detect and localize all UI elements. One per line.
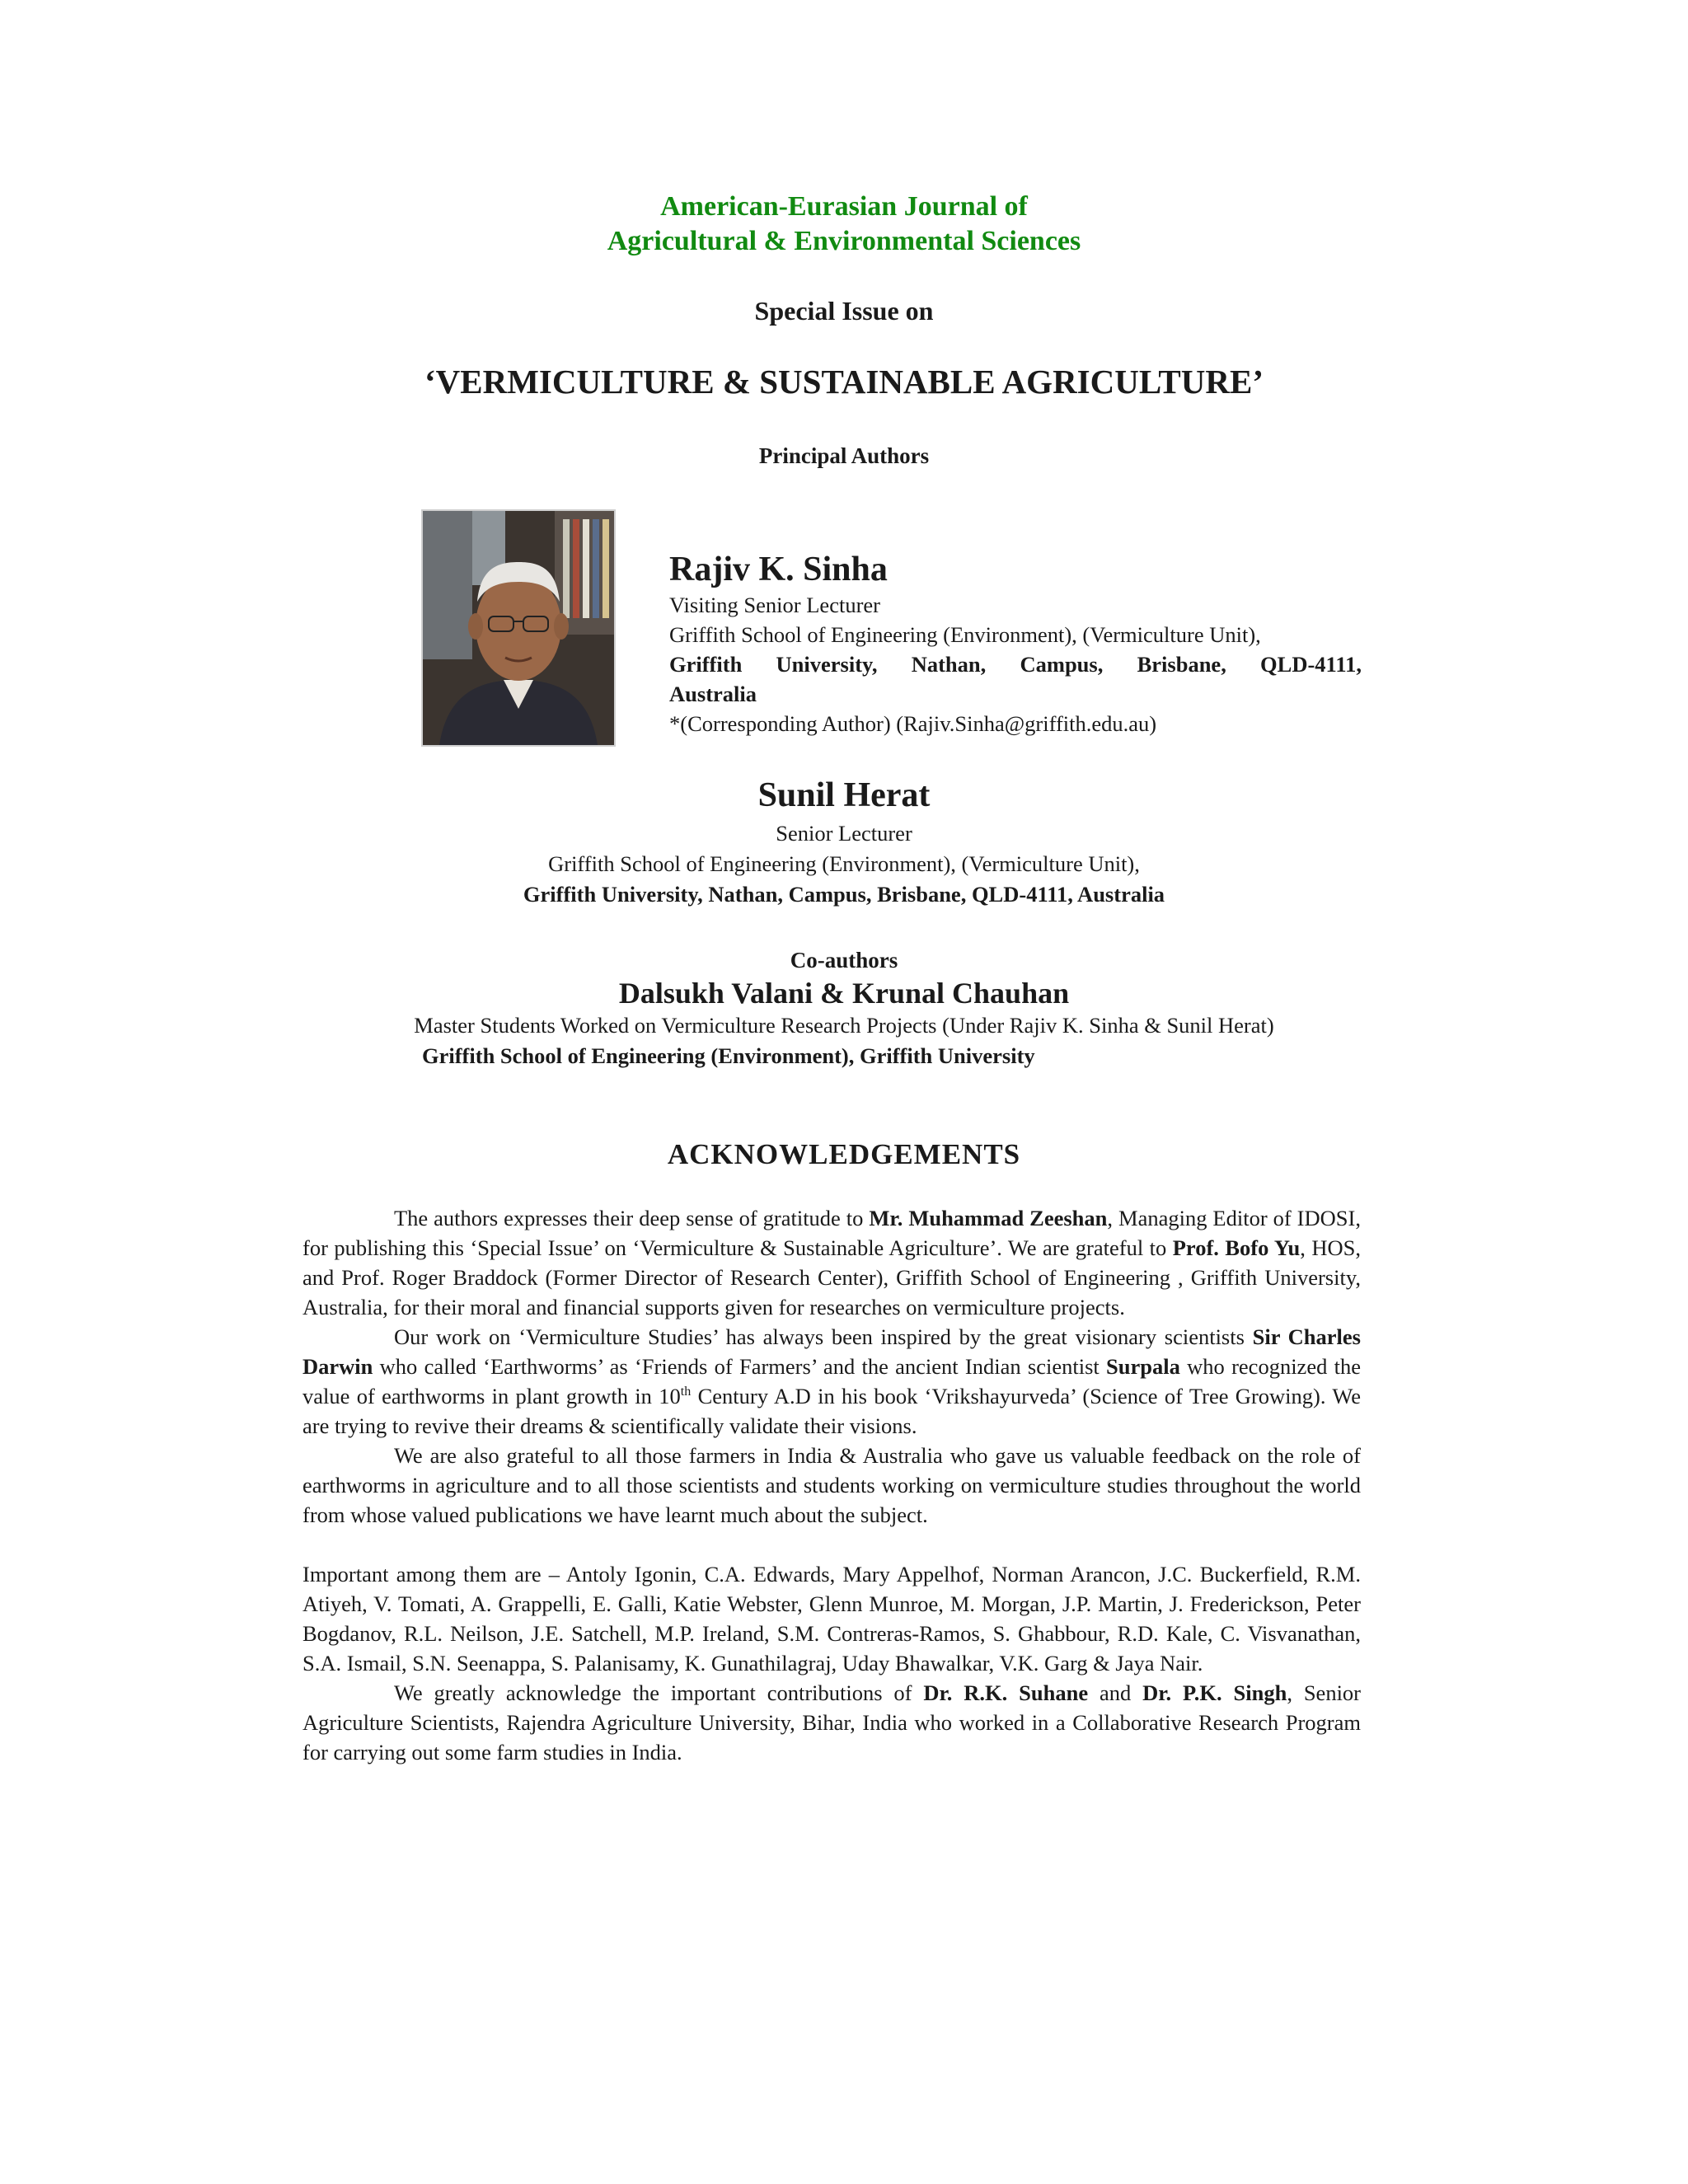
- ack-p2-name-surpala: Surpala: [1106, 1354, 1180, 1379]
- ack-p1-name-bofo-yu: Prof. Bofo Yu: [1172, 1235, 1301, 1260]
- ack-p2-superscript: th: [680, 1385, 692, 1399]
- coauthors-label: Co-authors: [790, 948, 898, 972]
- author1-details: [669, 590, 1362, 738]
- ack-p2-name-darwin: Sir Charles Darwin: [302, 1324, 1361, 1379]
- journal-title-line1: American-Eurasian Journal of: [660, 191, 1028, 222]
- ack-p5-name-suhane: Dr. R.K. Suhane: [923, 1680, 1089, 1705]
- ack-paragraph-5: [302, 1678, 1361, 1767]
- ack-p5-name-singh: Dr. P.K. Singh: [1142, 1680, 1287, 1705]
- ack-paragraph-3: We are also grateful to all those farmers in India & Australia who gave us valuable feedback on the role of earthworms in agriculture and to all those scientists and students working on vermiculture studies throughout the world from whose valued publications we have learnt much about the subject.: [302, 1443, 1361, 1527]
- ack-paragraph-2: [302, 1322, 1361, 1441]
- author1-name: Rajiv K. Sinha: [669, 551, 888, 588]
- ack-p1-text-c: , Managing Editor of IDOSI, for publishing this ‘Special Issue’ on ‘Vermiculture & Sustainable Agriculture’. We are grateful to: [302, 1206, 1361, 1260]
- author1-university-line1: Griffith University, Nathan, Campus, Brisbane, QLD-4111,: [669, 652, 1362, 677]
- ack-p2-text-e: who recognized the value of earthworms in plant growth in 10: [302, 1354, 1361, 1408]
- coauthors-names: Dalsukh Valani & Krunal Chauhan: [618, 977, 1070, 1010]
- coauthors-description: Master Students Worked on Vermiculture Research Projects (Under Rajiv K. Sinha & Sunil Herat): [414, 1013, 1274, 1038]
- ack-paragraph-4: Important among them are – Antoly Igonin, C.A. Edwards, Mary Appelhof, Norman Arancon, J.C. Buckerfield, R.M. Atiyeh, V. Tomati, A. Grappelli, E. Galli, Katie Webster, Glenn Munroe, M. Morgan, J.P. Martin, J. Frederickson, Peter Bogdanov, R.L. Neilson, J.E. Satchell, M.P. Ireland, S.M. Contreras-Ramos, S. Ghabbour, R.D. Kale, C. Visvanathan, S.A. Ismail, S.N. Seenappa, S. Palanisamy, K. Gunathilagraj, Uday Bhawalkar, V.K. Garg & Jaya Nair.: [302, 1562, 1361, 1675]
- author1-contact: *(Corresponding Author) (Rajiv.Sinha@griffith.edu.au): [669, 711, 1157, 736]
- author2-university: Griffith University, Nathan, Campus, Brisbane, QLD-4111, Australia: [523, 882, 1165, 907]
- author2-school: Griffith School of Engineering (Environment), (Vermiculture Unit),: [548, 851, 1140, 876]
- portrait-image: [423, 511, 614, 745]
- issue-title: ‘VERMICULTURE & SUSTAINABLE AGRICULTURE’: [424, 363, 1264, 401]
- ack-paragraph-1: [302, 1203, 1361, 1322]
- principal-authors-label: Principal Authors: [758, 443, 930, 468]
- special-issue-label: Special Issue on: [754, 296, 934, 326]
- ack-p1-name-zeeshan: Mr. Muhammad Zeeshan: [869, 1206, 1108, 1230]
- acknowledgements-body: [302, 1203, 1361, 1767]
- author1-position: Visiting Senior Lecturer: [669, 593, 880, 617]
- author-photo: [421, 509, 616, 747]
- ack-p2-text-a: Our work on ‘Vermiculture Studies’ has always been inspired by the great visionary scientists: [394, 1324, 1253, 1349]
- author1-university-line2: Australia: [669, 682, 757, 706]
- coauthors-affiliation: Griffith School of Engineering (Environment), Griffith University: [422, 1043, 1035, 1068]
- ack-p5-text-e: , Senior Agriculture Scientists, Rajendra Agriculture University, Bihar, India who worked in a Collaborative Research Program for carrying out some farm studies in India.: [302, 1680, 1362, 1765]
- ack-p2-text-c: who called ‘Earthworms’ as ‘Friends of Farmers’ and the ancient Indian scientist: [373, 1354, 1107, 1379]
- ack-p5-text-c: and: [1088, 1680, 1143, 1705]
- ack-p1-text-e: , HOS, and Prof. Roger Braddock (Former Director of Research Center), Griffith School of Engineering , Griffith University, Australia, for their moral and financial supports given for researches on vermiculture projects.: [302, 1235, 1361, 1319]
- author2-position: Senior Lecturer: [776, 821, 912, 846]
- journal-title-line2: Agricultural & Environmental Sciences: [607, 226, 1081, 256]
- journal-title: [0, 190, 1688, 259]
- ack-p1-text-a: The authors expresses their deep sense of gratitude to: [394, 1206, 870, 1230]
- author1-school: Griffith School of Engineering (Environment), (Vermiculture Unit),: [669, 622, 1261, 647]
- acknowledgements-heading: ACKNOWLEDGEMENTS: [667, 1138, 1021, 1170]
- ack-p2-text-f: Century A.D in his book ‘Vrikshayurveda’ (Science of Tree Growing). We are trying to revive their dreams & scientifically validate their visions.: [302, 1384, 1361, 1438]
- author2-name: Sunil Herat: [757, 776, 931, 814]
- ack-p5-text-a: We greatly acknowledge the important contributions of: [394, 1680, 924, 1705]
